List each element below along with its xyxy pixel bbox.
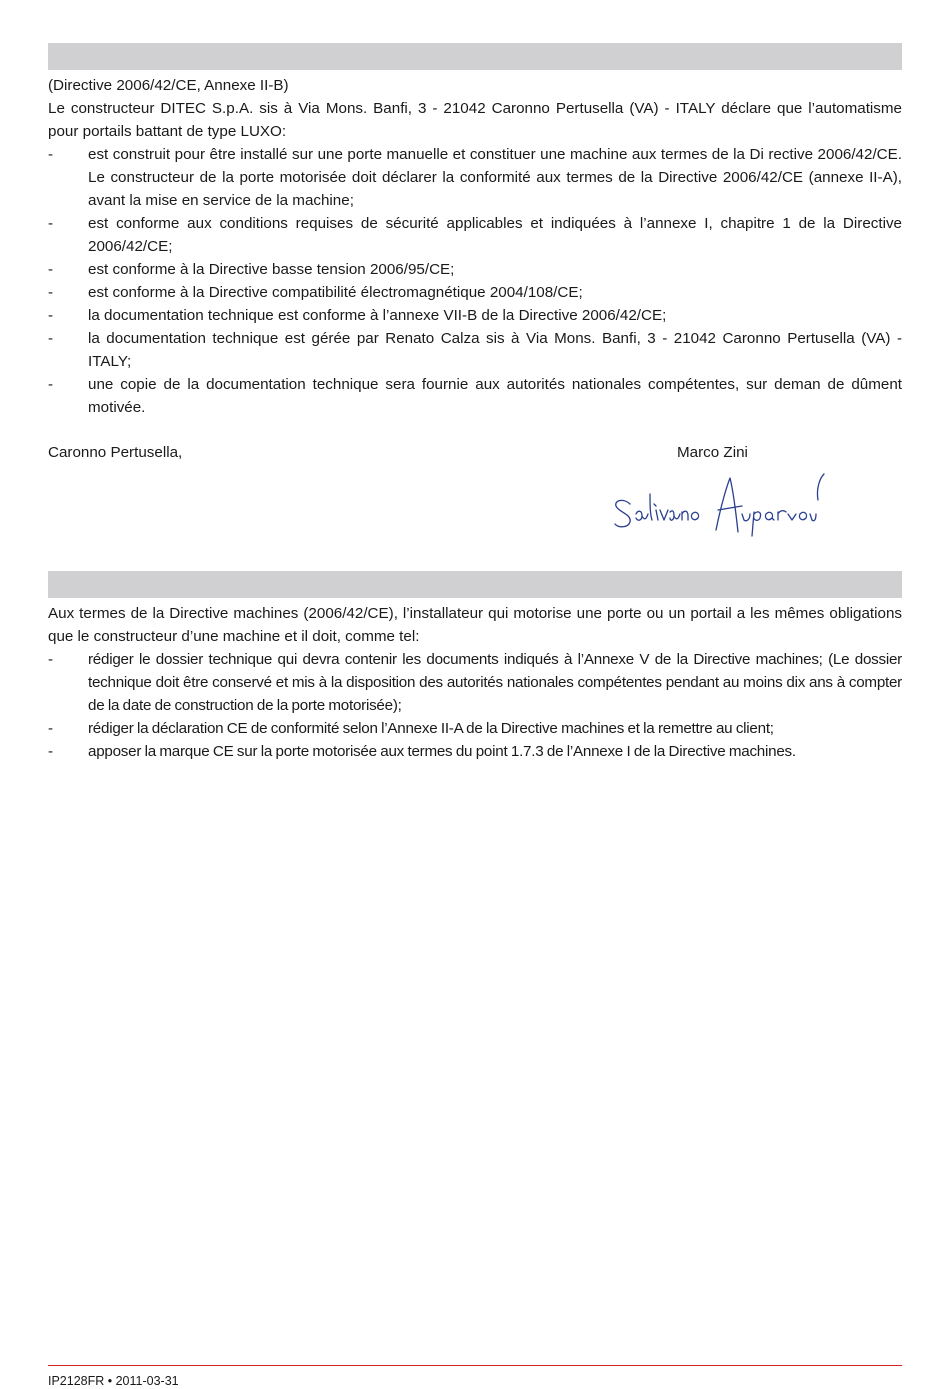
signature-place: Caronno Pertusella, — [48, 444, 183, 461]
directive-reference: (Directive 2006/42/CE, Annexe II-B) — [48, 77, 289, 94]
list-dash: - — [48, 376, 54, 393]
list-dash: - — [48, 330, 54, 347]
section-header-bar-1 — [48, 43, 902, 70]
list-dash: - — [48, 651, 53, 668]
list-item — [48, 304, 902, 327]
list-item-text: une copie de la documentation technique sera fournie aux autorités nationales compétentes, sur deman de dûment motivée. — [88, 376, 902, 416]
list-dash: - — [48, 146, 54, 163]
section-header-bar-2 — [48, 571, 902, 598]
list-dash: - — [48, 215, 54, 232]
obligations-intro: Aux termes de la Directive machines (2006/42/CE), l’installateur qui motorise une porte ou un portail a les mêmes obligations que le constructeur d’une machine et il doit, comme tel: — [48, 605, 902, 645]
list-item-text: est conforme aux conditions requises de sécurité applicables et indiquées à l’annexe I, chapitre 1 de la Directive 2006/42/CE; — [88, 215, 902, 255]
footer-rule — [48, 1365, 902, 1366]
list-item-text: la documentation technique est conforme à l’annexe VII-B de la Directive 2006/42/CE; — [88, 307, 667, 324]
list-item — [48, 327, 902, 373]
list-item — [48, 717, 902, 740]
list-item-text: rédiger le dossier technique qui devra contenir les documents indiqués à l’Annexe V de la Directive machines; (Le dossier technique doit être conservé et mis à la disposition des autorités nationales compétentes pendant au moins dix ans à compter de la date de construction de la porte motorisée); — [88, 651, 902, 714]
list-item — [48, 373, 902, 419]
list-item — [48, 648, 902, 717]
list-item — [48, 258, 902, 281]
obligations-list — [48, 648, 902, 763]
list-item — [48, 143, 902, 212]
list-dash: - — [48, 743, 53, 760]
installer-obligations-section — [48, 602, 902, 763]
list-item — [48, 281, 902, 304]
list-dash: - — [48, 261, 54, 278]
signatory-name: Marco Zini — [677, 444, 748, 461]
list-item-text: est construit pour être installé sur une porte manuelle et constituer une machine aux termes de la Di rective 2006/42/CE. Le constructeur de la porte motorisée doit déclarer la conformité aux termes de la Directive 2006/42/CE (annexe II-A), avant la mise en service de la machine; — [88, 146, 902, 209]
declaration-section — [48, 74, 902, 419]
document-code: IP2128FR • 2011-03-31 — [48, 1374, 179, 1388]
declaration-intro: Le constructeur DITEC S.p.A. sis à Via Mons. Banfi, 3 - 21042 Caronno Pertusella (VA) - ITALY déclare que l’automatisme pour portails battant de type LUXO: — [48, 100, 902, 140]
list-item-text: rédiger la déclaration CE de conformité selon l’Annexe II-A de la Directive machines et la remettre au client; — [88, 720, 774, 737]
list-dash: - — [48, 307, 54, 324]
list-item — [48, 212, 902, 258]
handwritten-signature — [610, 470, 825, 542]
list-dash: - — [48, 720, 53, 737]
list-item-text: est conforme à la Directive compatibilité électromagnétique 2004/108/CE; — [88, 284, 583, 301]
list-dash: - — [48, 284, 54, 301]
list-item-text: apposer la marque CE sur la porte motorisée aux termes du point 1.7.3 de l’Annexe I de la Directive machines. — [88, 743, 796, 760]
declaration-list — [48, 143, 902, 419]
list-item-text: est conforme à la Directive basse tension 2006/95/CE; — [88, 261, 455, 278]
list-item — [48, 740, 902, 763]
list-item-text: la documentation technique est gérée par Renato Calza sis à Via Mons. Banfi, 3 - 21042 Caronno Pertusella (VA) - ITALY; — [88, 330, 902, 370]
